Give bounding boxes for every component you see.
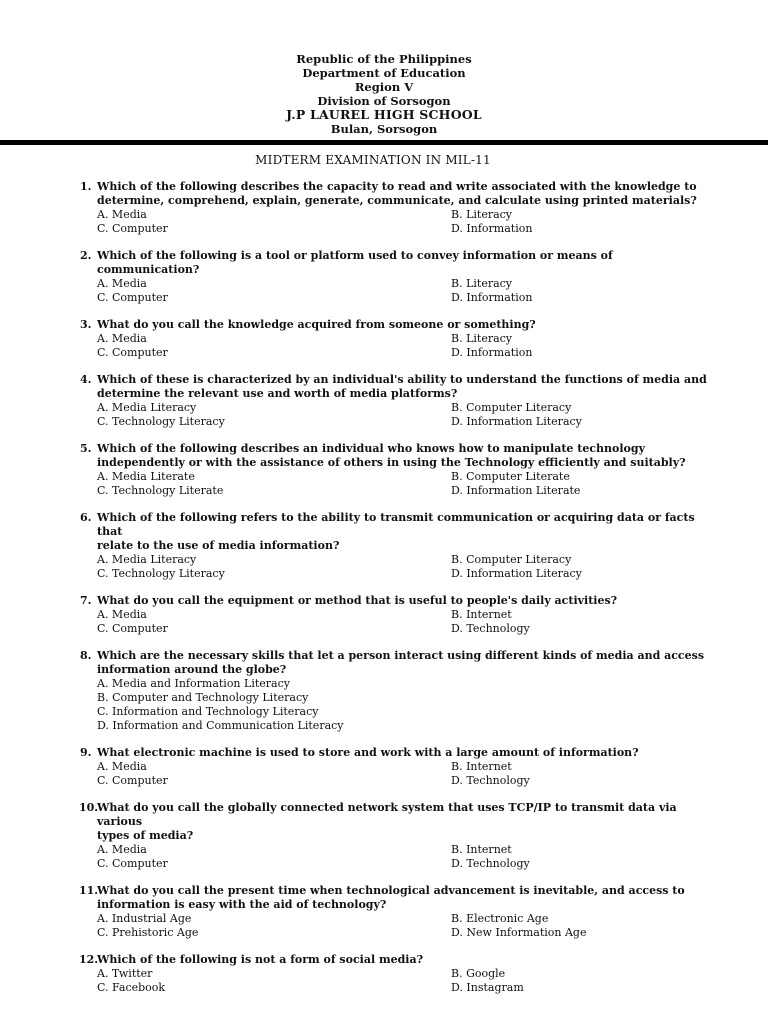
answer-option: A. Media Literate bbox=[97, 470, 195, 483]
question-stem bbox=[80, 442, 717, 470]
question-text-line: information is easy with the aid of technology? bbox=[97, 898, 387, 911]
question-number: 3. bbox=[80, 318, 92, 331]
question-stem bbox=[79, 884, 717, 912]
question-text-line: Which of these is characterized by an individual's ability to understand the functions of media and bbox=[97, 373, 707, 386]
header-region: Region V bbox=[354, 80, 414, 94]
answer-option: D. Information bbox=[451, 222, 533, 235]
answer-option: B. Computer and Technology Literacy bbox=[97, 691, 309, 704]
header-division: Division of Sorsogon bbox=[317, 94, 451, 108]
answer-option: A. Media Literacy bbox=[97, 401, 197, 414]
question-number: 10. bbox=[79, 801, 99, 814]
question-stem bbox=[80, 511, 717, 553]
question-number: 4. bbox=[80, 373, 92, 386]
answer-options bbox=[0, 608, 768, 636]
question-stem bbox=[79, 953, 717, 967]
question-3 bbox=[0, 318, 768, 360]
answer-options bbox=[0, 208, 768, 236]
answer-option: B. Computer Literate bbox=[451, 470, 570, 483]
question-number: 2. bbox=[80, 249, 92, 262]
question-5 bbox=[0, 442, 768, 498]
answer-options bbox=[0, 967, 768, 995]
answer-option: B. Literacy bbox=[451, 277, 513, 290]
answer-option-row bbox=[0, 332, 768, 346]
answer-options bbox=[0, 553, 768, 581]
answer-option: B. Internet bbox=[451, 608, 512, 621]
question-1 bbox=[0, 180, 768, 236]
question-text-line: What do you call the present time when technological advancement is inevitable, and access to bbox=[97, 884, 685, 897]
answer-option-row bbox=[0, 470, 768, 484]
question-text-line: Which are the necessary skills that let a person interact using different kinds of media and access bbox=[97, 649, 705, 662]
answer-option: B. Computer Literacy bbox=[451, 401, 572, 414]
answer-options bbox=[0, 470, 768, 498]
question-stem bbox=[80, 594, 717, 608]
question-6 bbox=[0, 511, 768, 581]
answer-option: A. Media bbox=[97, 760, 147, 773]
question-text-line: determine the relevant use and worth of media platforms? bbox=[97, 387, 458, 400]
answer-option-row bbox=[0, 622, 768, 636]
answer-option-row bbox=[0, 291, 768, 305]
answer-option-row bbox=[0, 843, 768, 857]
question-4 bbox=[0, 373, 768, 429]
question-text-line: independently or with the assistance of others in using the Technology efficiently and suitably? bbox=[97, 456, 686, 469]
question-7 bbox=[0, 594, 768, 636]
question-11 bbox=[0, 884, 768, 940]
answer-options bbox=[0, 912, 768, 940]
document-header bbox=[0, 52, 768, 136]
answer-option-row bbox=[0, 857, 768, 871]
answer-option: D. Technology bbox=[451, 774, 530, 787]
answer-option-row bbox=[0, 912, 768, 926]
question-stem bbox=[80, 180, 717, 208]
question-number: 8. bbox=[80, 649, 92, 662]
question-list bbox=[0, 180, 768, 1008]
question-text-line: Which of the following is a tool or platform used to convey information or means of communication? bbox=[97, 249, 613, 276]
question-text-line: What electronic machine is used to store and work with a large amount of information? bbox=[97, 746, 639, 759]
answer-option: D. Information and Communication Literacy bbox=[97, 719, 344, 732]
answer-option: D. Information bbox=[451, 291, 533, 304]
question-9 bbox=[0, 746, 768, 788]
question-text-line: Which of the following describes an individual who knows how to manipulate technology bbox=[97, 442, 645, 455]
header-school-name: J.P LAUREL HIGH SCHOOL bbox=[286, 107, 482, 122]
question-text-line: What do you call the globally connected network system that uses TCP/IP to transmit data via various bbox=[97, 801, 677, 828]
header-divider-rule bbox=[0, 140, 768, 145]
question-number: 6. bbox=[80, 511, 92, 524]
question-10 bbox=[0, 801, 768, 871]
answer-option: C. Computer bbox=[97, 622, 168, 635]
answer-option-row bbox=[0, 222, 768, 236]
answer-option: B. Literacy bbox=[451, 332, 513, 345]
answer-option: B. Literacy bbox=[451, 208, 513, 221]
answer-option-row bbox=[0, 277, 768, 291]
answer-option-row bbox=[0, 415, 768, 429]
answer-option: D. Information bbox=[451, 346, 533, 359]
answer-option: A. Media bbox=[97, 332, 147, 345]
answer-option: C. Facebook bbox=[97, 981, 166, 994]
question-stem bbox=[79, 801, 717, 843]
answer-options bbox=[0, 277, 768, 305]
answer-option: A. Media bbox=[97, 843, 147, 856]
answer-option-row bbox=[0, 346, 768, 360]
answer-option: C. Computer bbox=[97, 857, 168, 870]
question-text-line: Which of the following is not a form of social media? bbox=[97, 953, 424, 966]
answer-option: D. Information Literacy bbox=[451, 567, 582, 580]
answer-option: D. Information Literate bbox=[451, 484, 581, 497]
answer-option-row bbox=[0, 401, 768, 415]
answer-option: C. Prehistoric Age bbox=[97, 926, 199, 939]
answer-option-row bbox=[0, 567, 768, 581]
answer-option-row bbox=[0, 484, 768, 498]
question-text-line: What do you call the knowledge acquired from someone or something? bbox=[97, 318, 536, 331]
header-location: Bulan, Sorsogon bbox=[330, 122, 438, 136]
question-text-line: Which of the following refers to the ability to transmit communication or acquiring data or facts that bbox=[97, 511, 695, 538]
question-stem bbox=[80, 373, 717, 401]
question-text-line: What do you call the equipment or method that is useful to people's daily activities? bbox=[97, 594, 618, 607]
question-2 bbox=[0, 249, 768, 305]
answer-option-row bbox=[0, 608, 768, 622]
question-text-line: determine, comprehend, explain, generate, communicate, and calculate using printed materials? bbox=[97, 194, 697, 207]
answer-option-row bbox=[0, 760, 768, 774]
answer-options bbox=[0, 401, 768, 429]
answer-option-row bbox=[0, 967, 768, 981]
question-8 bbox=[0, 649, 768, 733]
answer-option-row bbox=[0, 981, 768, 995]
answer-option: C. Information and Technology Literacy bbox=[97, 705, 319, 718]
answer-option: D. New Information Age bbox=[451, 926, 587, 939]
answer-option: C. Computer bbox=[97, 222, 168, 235]
answer-option: C. Computer bbox=[97, 291, 168, 304]
answer-option: A. Media bbox=[97, 277, 147, 290]
answer-option: D. Technology bbox=[451, 622, 530, 635]
question-stem bbox=[80, 649, 717, 677]
answer-option: C. Technology Literate bbox=[97, 484, 224, 497]
header-republic: Republic of the Philippines bbox=[296, 52, 472, 66]
answer-option: B. Computer Literacy bbox=[451, 553, 572, 566]
question-number: 5. bbox=[80, 442, 92, 455]
exam-title: MIDTERM EXAMINATION IN MIL-11 bbox=[255, 153, 491, 167]
answer-options bbox=[0, 760, 768, 788]
question-number: 9. bbox=[80, 746, 92, 759]
answer-option: B. Internet bbox=[451, 843, 512, 856]
answer-options bbox=[0, 332, 768, 360]
answer-option: B. Google bbox=[451, 967, 506, 980]
question-stem bbox=[80, 318, 717, 332]
question-number: 12. bbox=[79, 953, 99, 966]
question-text-line: Which of the following describes the capacity to read and write associated with the knowledge to bbox=[97, 180, 697, 193]
question-number: 1. bbox=[80, 180, 92, 193]
question-number: 11. bbox=[79, 884, 99, 897]
answer-option-row bbox=[0, 774, 768, 788]
answer-option: A. Media Literacy bbox=[97, 553, 197, 566]
question-stem bbox=[80, 249, 717, 277]
answer-option-row bbox=[0, 553, 768, 567]
answer-options bbox=[0, 843, 768, 871]
answer-option: C. Computer bbox=[97, 346, 168, 359]
answer-options bbox=[0, 677, 768, 733]
header-department: Department of Education bbox=[302, 66, 466, 80]
question-12 bbox=[0, 953, 768, 995]
question-text-line: relate to the use of media information? bbox=[97, 539, 340, 552]
question-text-line: information around the globe? bbox=[97, 663, 287, 676]
answer-option: A. Twitter bbox=[97, 967, 153, 980]
answer-option: B. Internet bbox=[451, 760, 512, 773]
answer-option: C. Technology Literacy bbox=[97, 415, 225, 428]
answer-option-row bbox=[0, 208, 768, 222]
question-text-line: types of media? bbox=[97, 829, 194, 842]
question-number: 7. bbox=[80, 594, 92, 607]
answer-option: D. Instagram bbox=[451, 981, 524, 994]
answer-option: D. Information Literacy bbox=[451, 415, 582, 428]
answer-option: A. Media bbox=[97, 608, 147, 621]
answer-option: A. Media and Information Literacy bbox=[97, 677, 290, 690]
answer-option: A. Media bbox=[97, 208, 147, 221]
answer-option: C. Technology Literacy bbox=[97, 567, 225, 580]
answer-option: C. Computer bbox=[97, 774, 168, 787]
answer-option: D. Technology bbox=[451, 857, 530, 870]
answer-option-row bbox=[0, 926, 768, 940]
answer-option: B. Electronic Age bbox=[451, 912, 549, 925]
question-stem bbox=[80, 746, 717, 760]
answer-option: A. Industrial Age bbox=[97, 912, 192, 925]
